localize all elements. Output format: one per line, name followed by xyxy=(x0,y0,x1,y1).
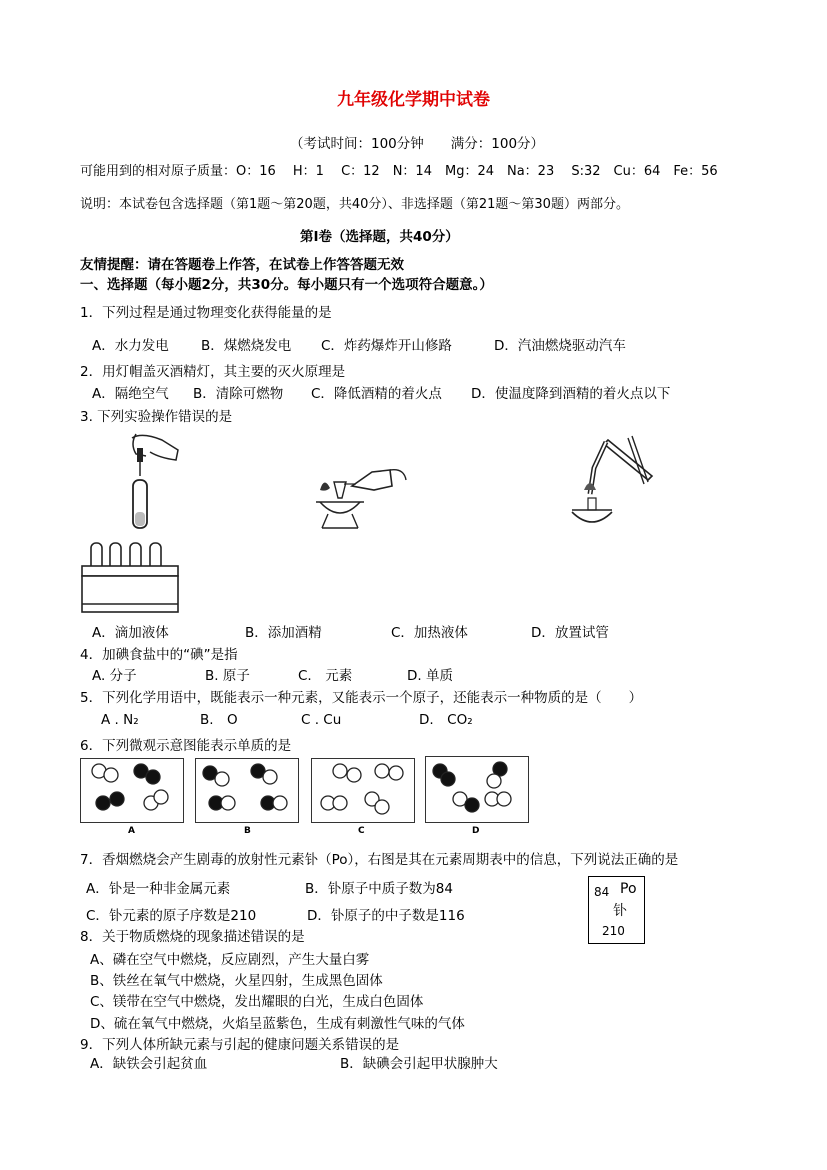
molecule-diagram-d xyxy=(426,757,528,822)
q3-option-b: B．添加酒精 xyxy=(245,625,322,641)
question-6-stem: 6．下列微观示意图能表示单质的是 xyxy=(80,738,292,754)
q8-option-b: B、铁丝在氧气中燃烧，火星四射，生成黑色固体 xyxy=(90,973,383,989)
q2-option-d: D．使温度降到酒精的着火点以下 xyxy=(471,386,671,402)
part-heading: 一、选择题（每小题2分，共30分。每小题只有一个选项符合题意。） xyxy=(80,277,493,293)
molecule-box-b xyxy=(195,758,299,823)
q4-option-c: C. 元素 xyxy=(298,668,353,684)
q4-option-b: B. 原子 xyxy=(205,668,250,684)
atomic-masses: 可能用到的相对原子质量：O：16 H：1 C：12 N：14 Mg：24 Na：23 S:32 Cu：64 Fe：56 xyxy=(80,164,718,179)
molecule-box-d xyxy=(425,756,529,823)
molecule-diagram-b xyxy=(196,759,298,822)
adding-alcohol-figure xyxy=(312,462,412,532)
q9-option-a: A．缺铁会引起贫血 xyxy=(90,1056,208,1072)
q7-option-d: D．钋原子的中子数是116 xyxy=(307,908,465,924)
q4-option-d: D. 单质 xyxy=(407,668,453,684)
q4-option-a: A. 分子 xyxy=(92,668,137,684)
q1-option-c: C．炸药爆炸开山修路 xyxy=(321,338,452,354)
q3-option-a: A．滴加液体 xyxy=(92,625,169,641)
q5-option-c: C . Cu xyxy=(301,712,342,728)
figure-label-d: D xyxy=(472,826,480,836)
page-title: 九年级化学期中试卷 xyxy=(337,90,490,110)
question-8-stem: 8．关于物质燃烧的现象描述错误的是 xyxy=(80,929,305,945)
q5-option-d: D. CO₂ xyxy=(419,712,473,728)
heating-liquid-figure xyxy=(568,432,660,532)
q1-option-d: D．汽油燃烧驱动汽车 xyxy=(494,338,626,354)
question-1-stem: 1．下列过程是通过物理变化获得能量的是 xyxy=(80,305,332,321)
q1-option-b: B．煤燃烧发电 xyxy=(201,338,292,354)
dropping-liquid-figure xyxy=(110,432,185,532)
q9-option-b: B．缺碘会引起甲状腺肿大 xyxy=(340,1056,498,1072)
question-5-stem: 5．下列化学用语中，既能表示一种元素，又能表示一个原子，还能表示一种物质的是（ ） xyxy=(80,690,643,706)
q1-option-a: A．水力发电 xyxy=(92,338,169,354)
exam-note: 说明：本试卷包含选择题（第1题～第20题，共40分）、非选择题（第21题～第30题）两部分。 xyxy=(80,197,629,212)
question-4-stem: 4．加碘食盐中的“碘”是指 xyxy=(80,647,238,663)
figure-label-b: B xyxy=(244,826,251,836)
q5-option-a: A . N₂ xyxy=(101,712,139,728)
element-number: 84 xyxy=(594,885,610,899)
element-symbol: Po xyxy=(620,881,637,897)
q8-option-c: C、镁带在空气中燃烧，发出耀眼的白光，生成白色固体 xyxy=(90,994,424,1010)
test-tube-rack-figure xyxy=(80,540,182,614)
q5-option-b: B. O xyxy=(200,712,238,728)
q8-option-a: A、磷在空气中燃烧，反应剧烈，产生大量白雾 xyxy=(90,952,370,968)
q7-option-a: A．钋是一种非金属元素 xyxy=(86,881,231,897)
element-name: 钋 xyxy=(613,903,627,919)
question-7-stem: 7．香烟燃烧会产生剧毒的放射性元素钋（Po），右图是其在元素周期表中的信息，下列说法正确的是 xyxy=(80,852,679,868)
element-mass: 210 xyxy=(602,924,625,938)
q7-option-c: C．钋元素的原子序数是210 xyxy=(86,908,257,924)
q2-option-b: B．清除可燃物 xyxy=(193,386,284,402)
figure-label-c: C xyxy=(358,826,365,836)
question-3-stem: 3. 下列实验操作错误的是 xyxy=(80,409,233,425)
question-9-stem: 9．下列人体所缺元素与引起的健康问题关系错误的是 xyxy=(80,1037,400,1053)
section-heading: 第Ⅰ卷（选择题，共40分） xyxy=(300,229,459,245)
figure-label-a: A xyxy=(128,826,135,836)
q2-option-c: C．降低酒精的着火点 xyxy=(311,386,442,402)
q3-option-d: D．放置试管 xyxy=(531,625,609,641)
q3-option-c: C．加热液体 xyxy=(391,625,468,641)
molecule-box-c xyxy=(311,758,415,823)
q2-option-a: A．隔绝空气 xyxy=(92,386,169,402)
q8-option-d: D、硫在氧气中燃烧，火焰呈蓝紫色，生成有刺激性气味的气体 xyxy=(90,1016,465,1032)
molecule-box-a xyxy=(80,758,184,823)
molecule-diagram-a xyxy=(81,759,183,822)
element-card-po xyxy=(588,876,645,944)
exam-info: （考试时间：100分钟 满分：100分） xyxy=(290,136,545,152)
question-2-stem: 2．用灯帽盖灭酒精灯，其主要的灭火原理是 xyxy=(80,364,346,380)
molecule-diagram-c xyxy=(312,759,414,822)
q7-option-b: B．钋原子中质子数为84 xyxy=(305,881,453,897)
reminder: 友情提醒：请在答题卷上作答，在试卷上作答答题无效 xyxy=(80,257,404,273)
